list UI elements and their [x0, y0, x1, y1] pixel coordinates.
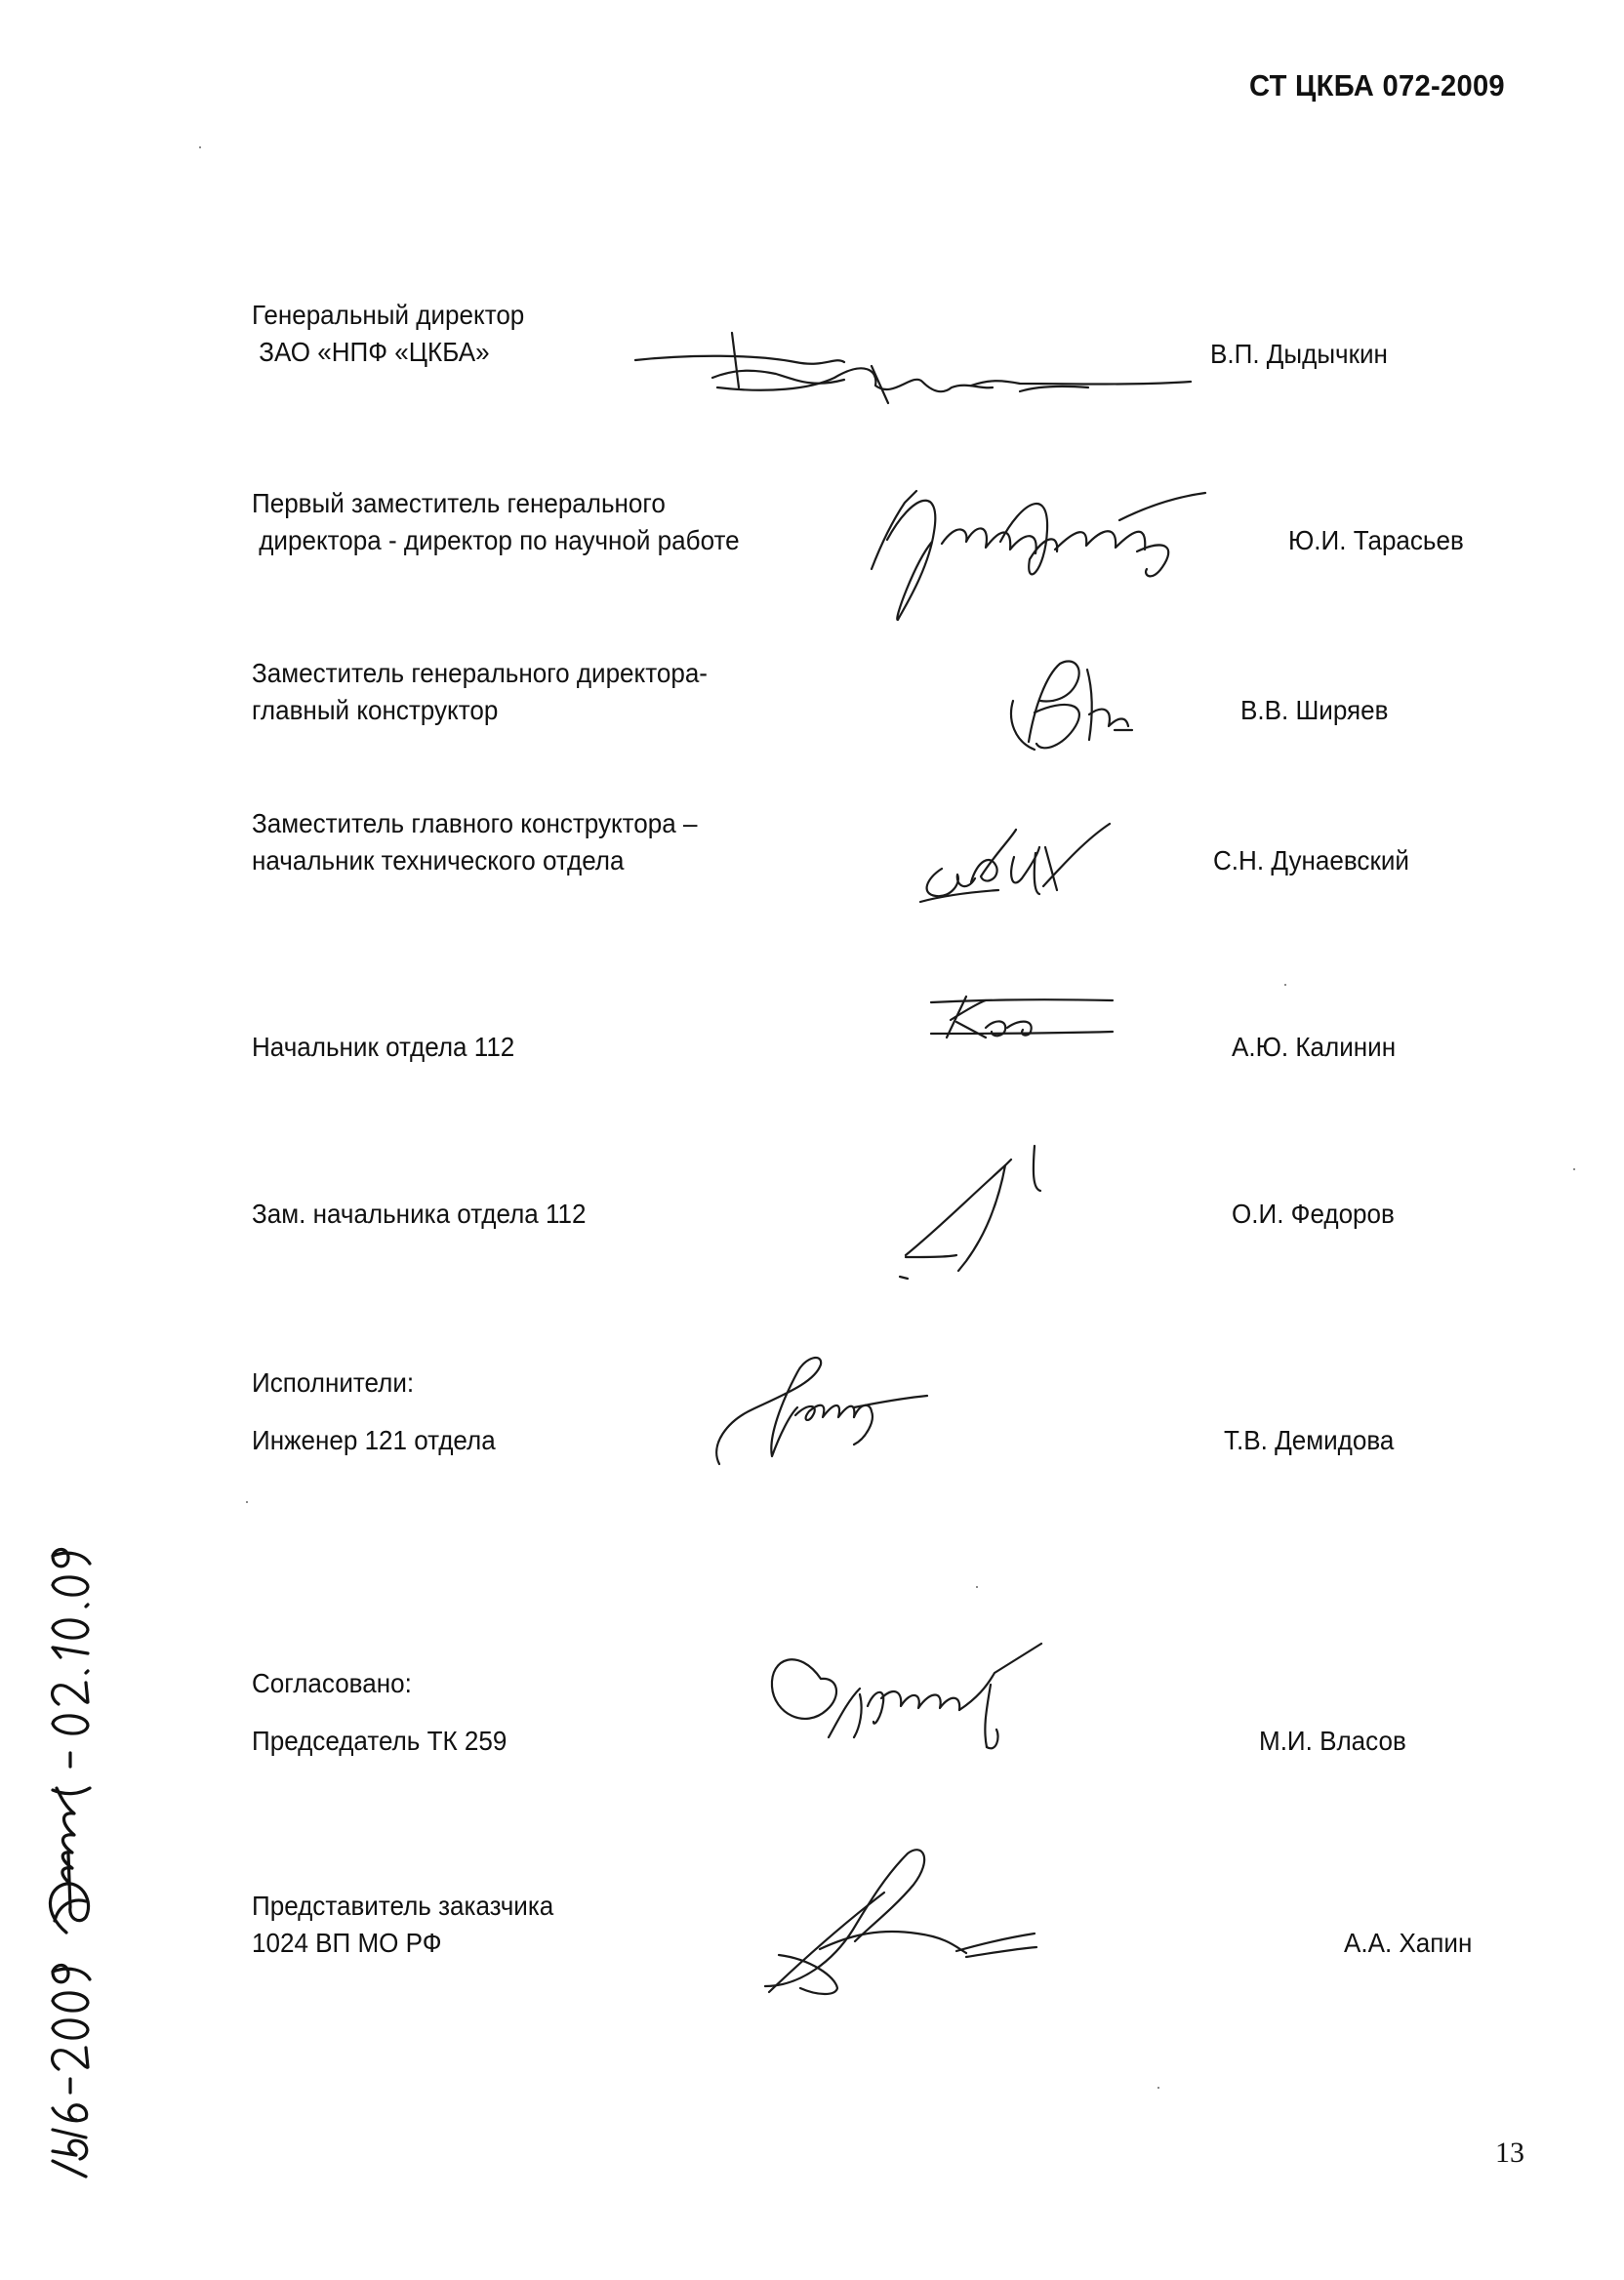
signatory-4-role-line-2: начальник технического отдела [252, 845, 625, 875]
signatory-1-role-line-1: Генеральный директор [252, 300, 525, 330]
signatory-2-name: Ю.И. Тарасьев [1288, 525, 1464, 555]
customer-name: А.А. Хапин [1344, 1928, 1473, 1958]
scan-speck [199, 146, 201, 148]
signatory-4-name: С.Н. Дунаевский [1213, 845, 1409, 875]
signatory-1-name: В.П. Дыдычкин [1210, 339, 1388, 369]
signature-khapin [761, 1840, 1044, 2001]
signatory-2-role-line-2: директора - директор по научной работе [252, 525, 740, 555]
signatory-5-role: Начальник отдела 112 [252, 1032, 515, 1062]
signatory-3-role-line-2: главный конструктор [252, 695, 499, 725]
executors-heading: Исполнители: [252, 1367, 415, 1398]
signatory-3-name: В.В. Ширяев [1240, 695, 1389, 725]
scan-speck [1157, 2087, 1159, 2089]
signature-kalinin [927, 991, 1122, 1049]
scan-speck [1284, 984, 1286, 986]
scan-speck [246, 1501, 248, 1503]
handwritten-margin-note [29, 1552, 107, 2196]
signature-fedorov [898, 1142, 1064, 1298]
approval-heading: Согласовано: [252, 1668, 412, 1698]
customer-role-line-2: 1024 ВП МО РФ [252, 1928, 442, 1958]
signature-shiryaev [995, 652, 1142, 759]
signatory-4-role-line-1: Заместитель главного конструктора – [252, 808, 698, 838]
approval-role: Председатель ТК 259 [252, 1726, 508, 1756]
executor-name: Т.В. Демидова [1224, 1425, 1395, 1455]
approval-name: М.И. Власов [1259, 1726, 1406, 1756]
signature-dunaevsky [913, 818, 1117, 906]
executor-role: Инженер 121 отдела [252, 1425, 496, 1455]
customer-role-line-1: Представитель заказчика [252, 1891, 554, 1921]
page-number: 13 [1495, 2137, 1524, 2169]
signature-dydychkin [629, 327, 1205, 405]
signature-tarasyev [854, 473, 1215, 630]
signatory-3-role-line-1: Заместитель генерального директора- [252, 658, 708, 688]
signatory-2-role-line-1: Первый заместитель генерального [252, 488, 666, 518]
signatory-1-role-line-2: ЗАО «НПФ «ЦКБА» [252, 337, 490, 367]
document-code: СТ ЦКБА 072-2009 [1249, 68, 1505, 102]
signatory-6-role: Зам. начальника отдела 112 [252, 1199, 587, 1229]
scan-speck [1573, 1168, 1575, 1170]
signature-demidova [708, 1347, 932, 1474]
signatory-5-name: А.Ю. Калинин [1232, 1032, 1397, 1062]
scan-speck [976, 1586, 978, 1588]
signature-vlasov [766, 1640, 1049, 1767]
signatory-6-name: О.И. Федоров [1232, 1199, 1395, 1229]
